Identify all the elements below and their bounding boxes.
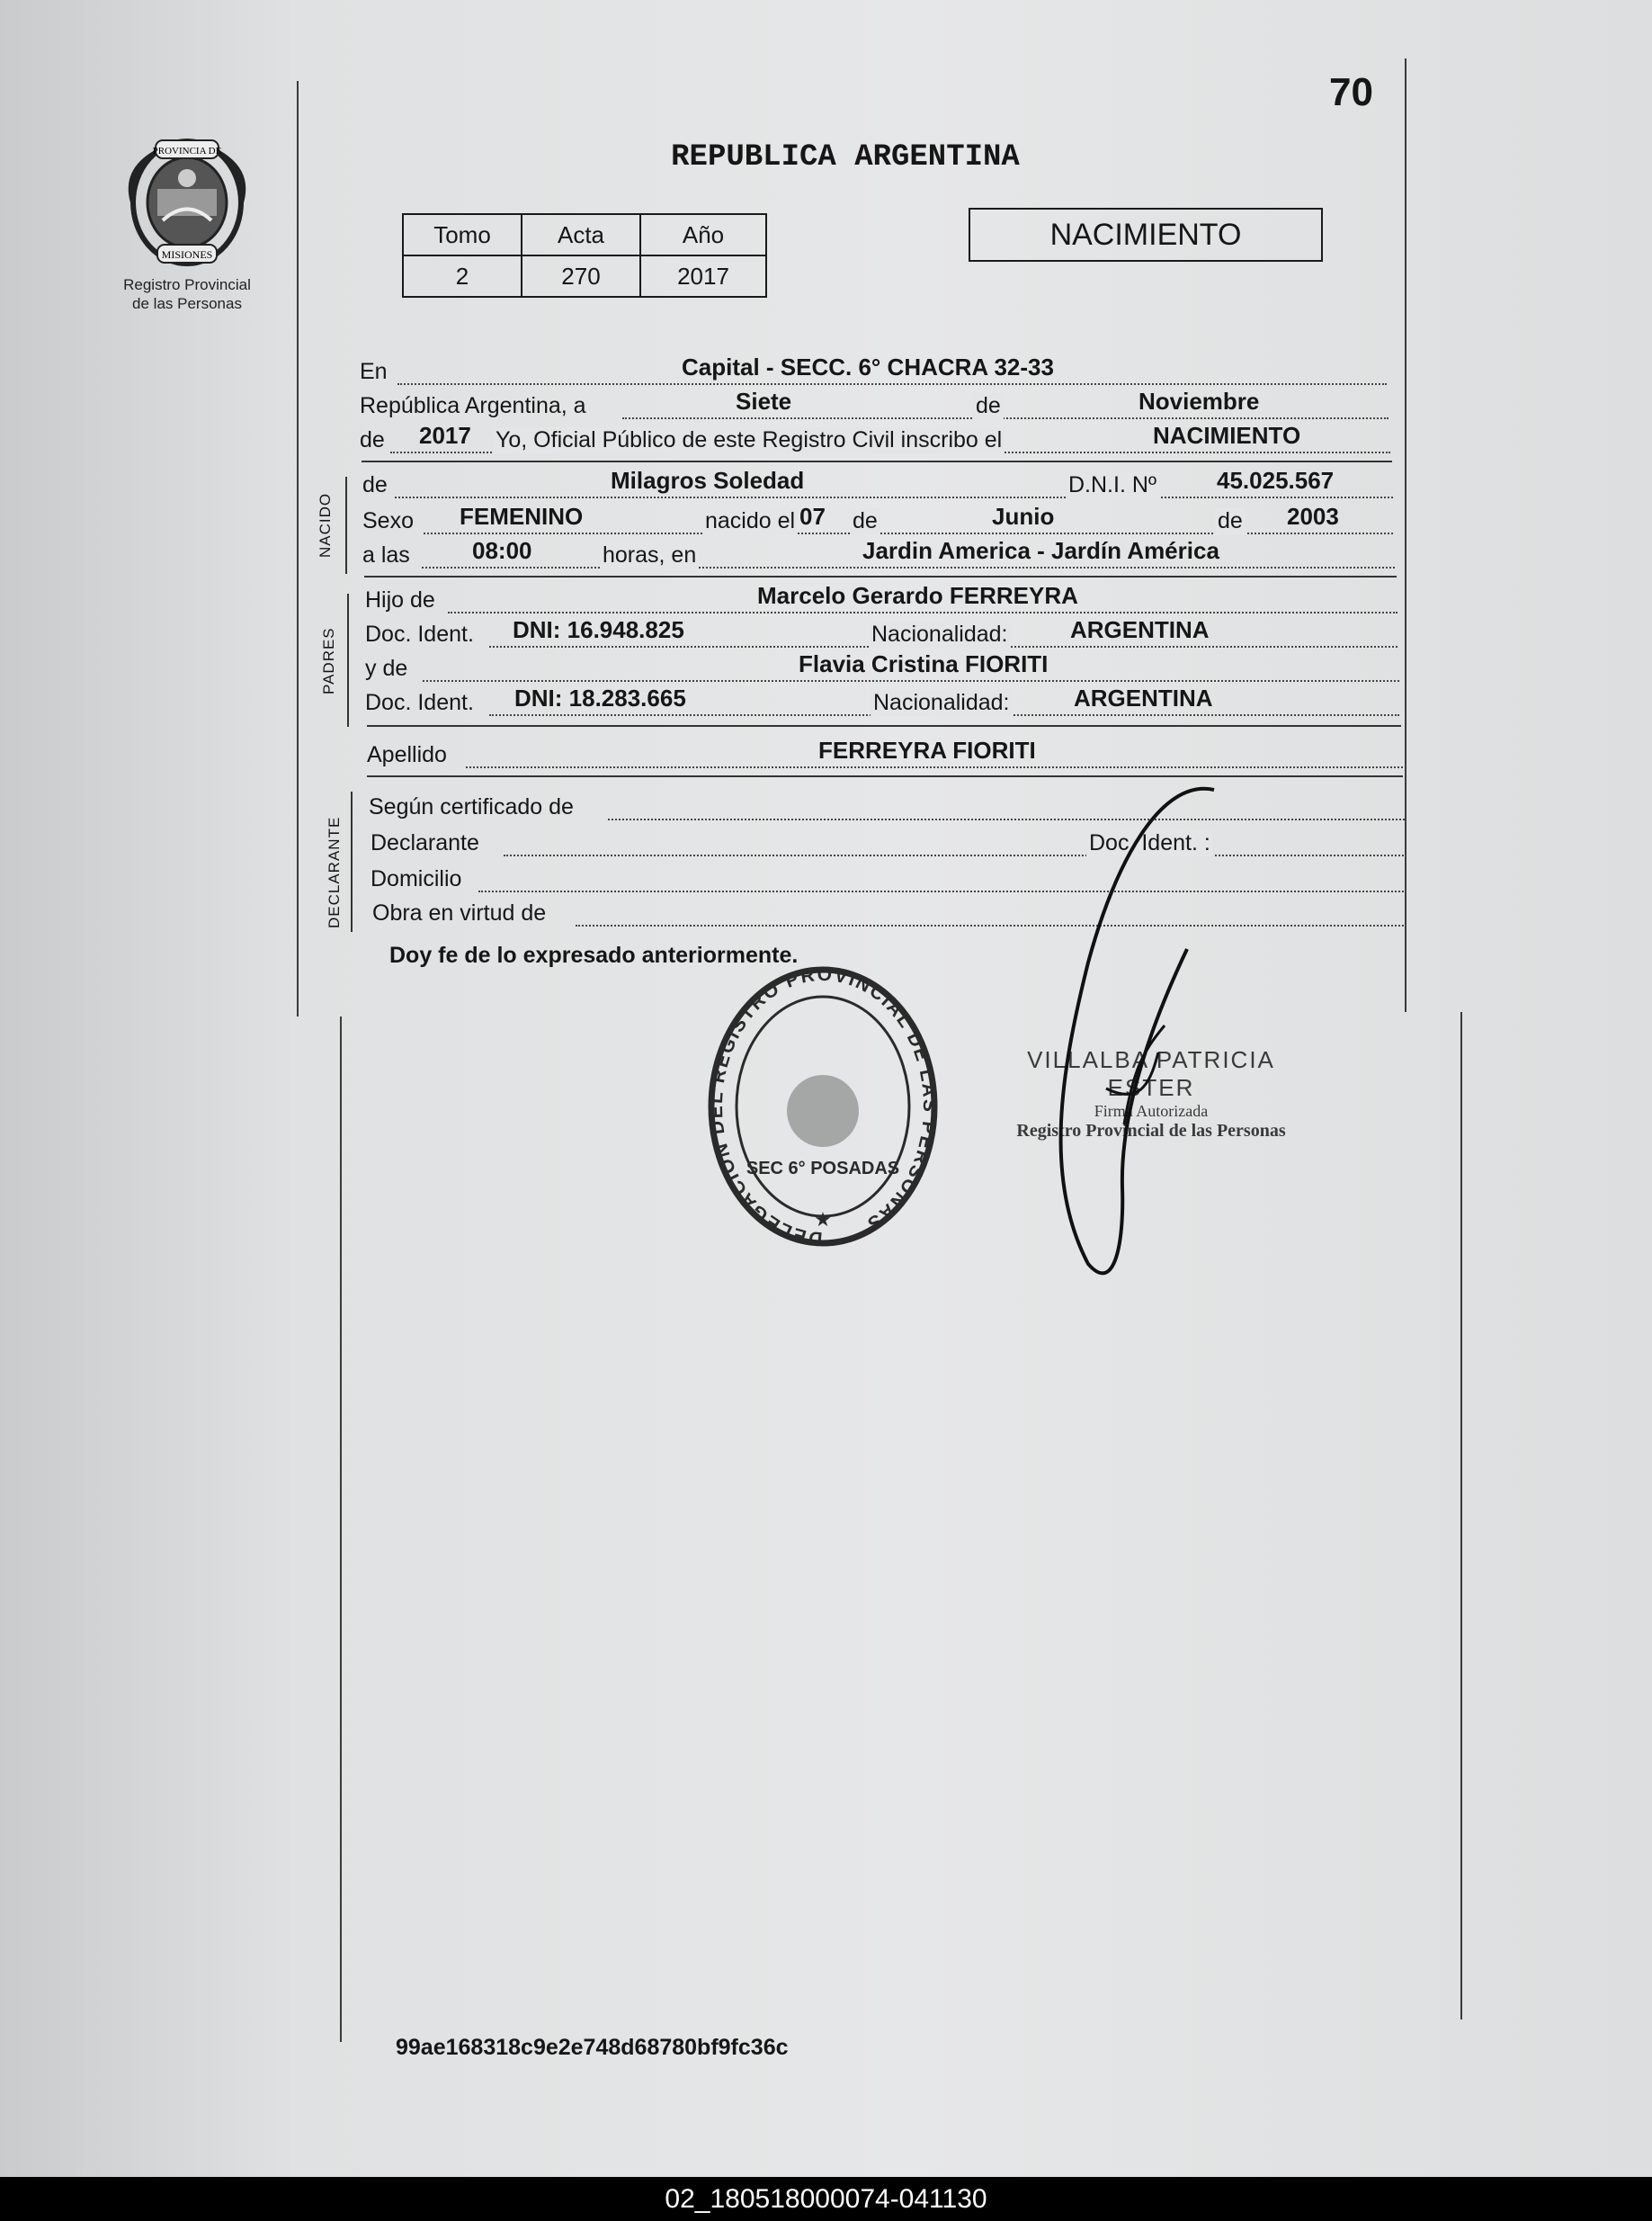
- rule-apellido: [367, 775, 1403, 777]
- value-acta: 270: [522, 255, 640, 297]
- line-obra: [372, 898, 1406, 930]
- label-doc-madre: Doc. Ident.: [365, 690, 474, 715]
- rule-intro: [362, 461, 1392, 462]
- line-declarante: [371, 828, 1406, 860]
- value-padre-doc: DNI: 16.948.825: [513, 616, 684, 643]
- province-seal-icon: [120, 135, 254, 270]
- label-oficial: Yo, Oficial Público de este Registro Civil inscribo el: [493, 427, 1005, 453]
- value-mes-inscripcion: Noviembre: [1139, 388, 1260, 415]
- value-dia-nacimiento: 07: [799, 503, 826, 530]
- label-de: de: [973, 393, 1004, 419]
- document-type-box: NACIMIENTO: [969, 208, 1323, 262]
- handwritten-signature-icon: [1007, 783, 1223, 1295]
- value-mes-nacimiento: Junio: [992, 503, 1055, 530]
- line-nacido-sexo: [362, 503, 1393, 538]
- scan-footer-id: 02_180518000074-041130: [0, 2177, 1652, 2221]
- label-y-de: y de: [365, 656, 408, 681]
- label-nacionalidad-madre: Nacionalidad:: [871, 690, 1013, 716]
- left-margin-line: [297, 81, 299, 1016]
- section-nacido-label: NACIDO: [317, 492, 334, 558]
- label-republica: República Argentina, a: [360, 393, 586, 418]
- section-padres-label: PADRES: [320, 627, 337, 694]
- rule-nacido: [364, 576, 1397, 578]
- svg-text:PROVINCIA DE: PROVINCIA DE: [152, 146, 222, 157]
- label-en: En: [360, 359, 388, 384]
- value-madre-nacionalidad: ARGENTINA: [1074, 685, 1213, 712]
- official-stamp-icon: [706, 958, 940, 1264]
- value-anio-nacimiento: 2003: [1287, 503, 1339, 530]
- header-anio: Año: [640, 214, 766, 255]
- right-margin-line-lower: [1460, 1012, 1462, 2019]
- svg-text:MISIONES: MISIONES: [161, 248, 213, 261]
- line-certificado: [369, 792, 1405, 824]
- label-obra-en-virtud: Obra en virtud de: [372, 900, 547, 926]
- value-anio-inscripcion: 2017: [419, 422, 471, 449]
- line-hijo-de: [365, 582, 1398, 617]
- section-declarante-label: DECLARANTE: [326, 816, 343, 928]
- country-title: REPUBLICA ARGENTINA: [671, 140, 1020, 175]
- value-padre-nacionalidad: ARGENTINA: [1070, 616, 1210, 643]
- label-nacido-el: nacido el: [702, 508, 798, 534]
- label-doc-padre: Doc. Ident.: [365, 622, 474, 647]
- label-domicilio: Domicilio: [371, 866, 462, 891]
- value-sexo: FEMENINO: [460, 503, 584, 530]
- label-nacionalidad-padre: Nacionalidad:: [869, 622, 1011, 648]
- registry-logo: [106, 135, 268, 312]
- svg-text:SEC 6° POSADAS: SEC 6° POSADAS: [746, 1159, 900, 1178]
- label-de-nombre: de: [362, 472, 388, 497]
- line-madre-doc: [365, 687, 1399, 720]
- line-domicilio: [371, 864, 1406, 896]
- logo-caption-line1: Registro Provincial: [123, 276, 251, 293]
- signatory-subtitle: Firma Autorizada: [1094, 1102, 1209, 1120]
- label-horas-en: horas, en: [600, 542, 699, 569]
- line-apellido: [367, 739, 1403, 772]
- line-oficial: [360, 422, 1390, 457]
- label-segun-certificado: Según certificado de: [369, 794, 574, 819]
- line-republica: [360, 390, 1389, 423]
- line-nacido-nombre: [362, 467, 1393, 502]
- registry-table: [402, 213, 767, 298]
- value-lugar-nacimiento: Jardin America - Jardín América: [862, 537, 1219, 564]
- document-hash: 99ae168318c9e2e748d68780bf9fc36c: [396, 2035, 789, 2060]
- page-number: 70: [1329, 70, 1373, 114]
- label-doc-declarante: Doc. Ident. :: [1086, 830, 1213, 856]
- label-apellido: Apellido: [367, 742, 447, 767]
- value-nombre: Milagros Soledad: [611, 467, 805, 494]
- registry-value-row: [403, 255, 766, 297]
- value-anio: 2017: [640, 255, 766, 297]
- line-y-de: [365, 650, 1399, 685]
- signatory-office: Registro Provincial de las Personas: [1016, 1121, 1286, 1141]
- label-de-anio-nac: de: [1215, 508, 1246, 534]
- label-declarante: Declarante: [371, 830, 479, 855]
- signatory-name: VILLALBA PATRICIA ESTER: [1027, 1046, 1275, 1101]
- svg-text:DELEGACION DEL REGISTRO PROVIN: DELEGACION DEL REGISTRO PROVINCIAL DE LAS PERSONAS: [706, 963, 940, 1249]
- value-dia-inscripcion: Siete: [736, 388, 792, 415]
- value-lugar-inscripcion: Capital - SECC. 6° CHACRA 32-33: [682, 354, 1054, 381]
- logo-caption-line2: de las Personas: [132, 295, 242, 312]
- label-a-las: a las: [362, 542, 410, 568]
- value-dni: 45.025.567: [1217, 467, 1335, 494]
- svg-text:★: ★: [814, 1208, 832, 1231]
- value-tomo: 2: [403, 255, 522, 297]
- value-padre: Marcelo Gerardo FERREYRA: [757, 582, 1078, 609]
- closing-statement: Doy fe de lo expresado anteriormente.: [389, 943, 799, 968]
- registry-header-row: [403, 214, 766, 255]
- label-dni: D.N.I. Nº: [1066, 472, 1159, 498]
- rule-padres: [367, 725, 1401, 727]
- header-acta: Acta: [522, 214, 640, 255]
- label-de-anio: de: [360, 427, 385, 452]
- label-sexo: Sexo: [362, 508, 414, 533]
- line-en: [360, 356, 1387, 389]
- label-hijo-de: Hijo de: [365, 587, 435, 613]
- value-tipo-inscripcion: NACIMIENTO: [1153, 422, 1301, 449]
- line-nacido-hora: [362, 537, 1395, 572]
- value-madre: Flavia Cristina FIORITI: [799, 650, 1049, 677]
- header-tomo: Tomo: [403, 214, 522, 255]
- left-margin-line-lower: [340, 1016, 342, 2042]
- line-padre-doc: [365, 616, 1398, 651]
- value-apellido: FERREYRA FIORITI: [818, 737, 1036, 764]
- label-de-mes: de: [850, 508, 880, 534]
- value-hora: 08:00: [472, 537, 532, 564]
- value-madre-doc: DNI: 18.283.665: [514, 685, 686, 712]
